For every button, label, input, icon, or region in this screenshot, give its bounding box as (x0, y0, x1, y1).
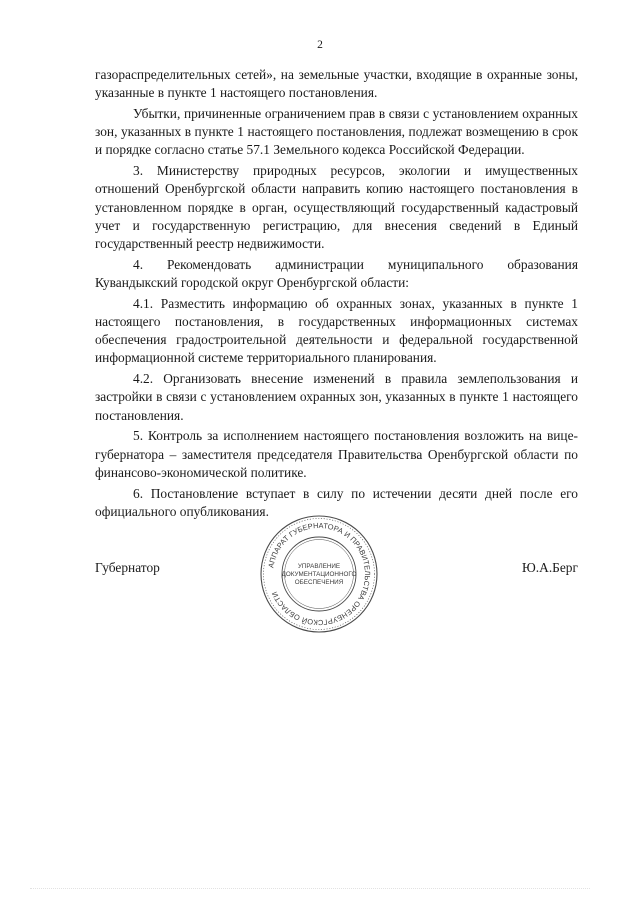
stamp-center-line-3: ОБЕСПЕЧЕНИЯ (294, 579, 344, 586)
signatory-title: Губернатор (95, 560, 160, 575)
paragraph-item-4-2: 4.2. Организовать внесение изменений в правила землепользования и застройки в связи с установлением охранных зон, указанных в пункте 1 настоящего постановления. (95, 371, 578, 423)
paragraph-item-5: 5. Контроль за исполнением настоящего постановления возложить на вице-губернатора – заместителя председателя Правительства Оренбургской области по финансово-экономической политике. (95, 428, 578, 480)
paragraph-item-4-1: 4.1. Разместить информацию об охранных зонах, указанных в пункте 1 настоящего постановления, в государственных информационных системах обеспечения градостроительной деятельности и федеральной государственной информационной системе территориального планирования. (95, 295, 578, 366)
paragraph-continuation: газораспределительных сетей», на земельные участки, входящие в охранные зоны, указанные в пункте 1 настоящего постановления. (95, 67, 578, 101)
signatory-name: Ю.А.Берг (522, 560, 578, 575)
paragraph-item-4: 4. Рекомендовать администрации муниципального образования Кувандыкский городской округ Оренбургской области: (95, 256, 578, 291)
stamp-center-line-1: УПРАВЛЕНИЕ (297, 563, 341, 570)
document-body (95, 66, 578, 524)
stamp-center-line-2: ДОКУМЕНТАЦИОННОГО (281, 571, 357, 578)
scan-artifact-line (30, 888, 590, 893)
stamp-ring-text: АППАРАТ ГУБЕРНАТОРА И ПРАВИТЕЛЬСТВА ОРЕНБУРГСКОЙ ОБЛАСТИ (266, 520, 373, 628)
official-seal-stamp (258, 513, 380, 635)
paragraph-losses: Убытки, причиненные ограничением прав в связи с установлением охранных зон, указанных в пункте 1 настоящего постановления, подлежат возмещению в срок и порядке согласно статье 57.1 Земельного кодекса Российской Федерации. (95, 106, 578, 158)
paragraph-item-6: 6. Постановление вступает в силу по истечении десяти дней после его официального опубликования. (95, 485, 578, 519)
paragraph-item-3: 3. Министерству природных ресурсов, экологии и имущественных отношений Оренбургской области направить копию настоящего постановления в установленном порядке в орган, осуществляющий государственный кадастровый учет и государственную регистрацию, для внесения сведений в Единый государственный реестр недвижимости. (95, 163, 578, 252)
page-number: 2 (317, 39, 323, 51)
